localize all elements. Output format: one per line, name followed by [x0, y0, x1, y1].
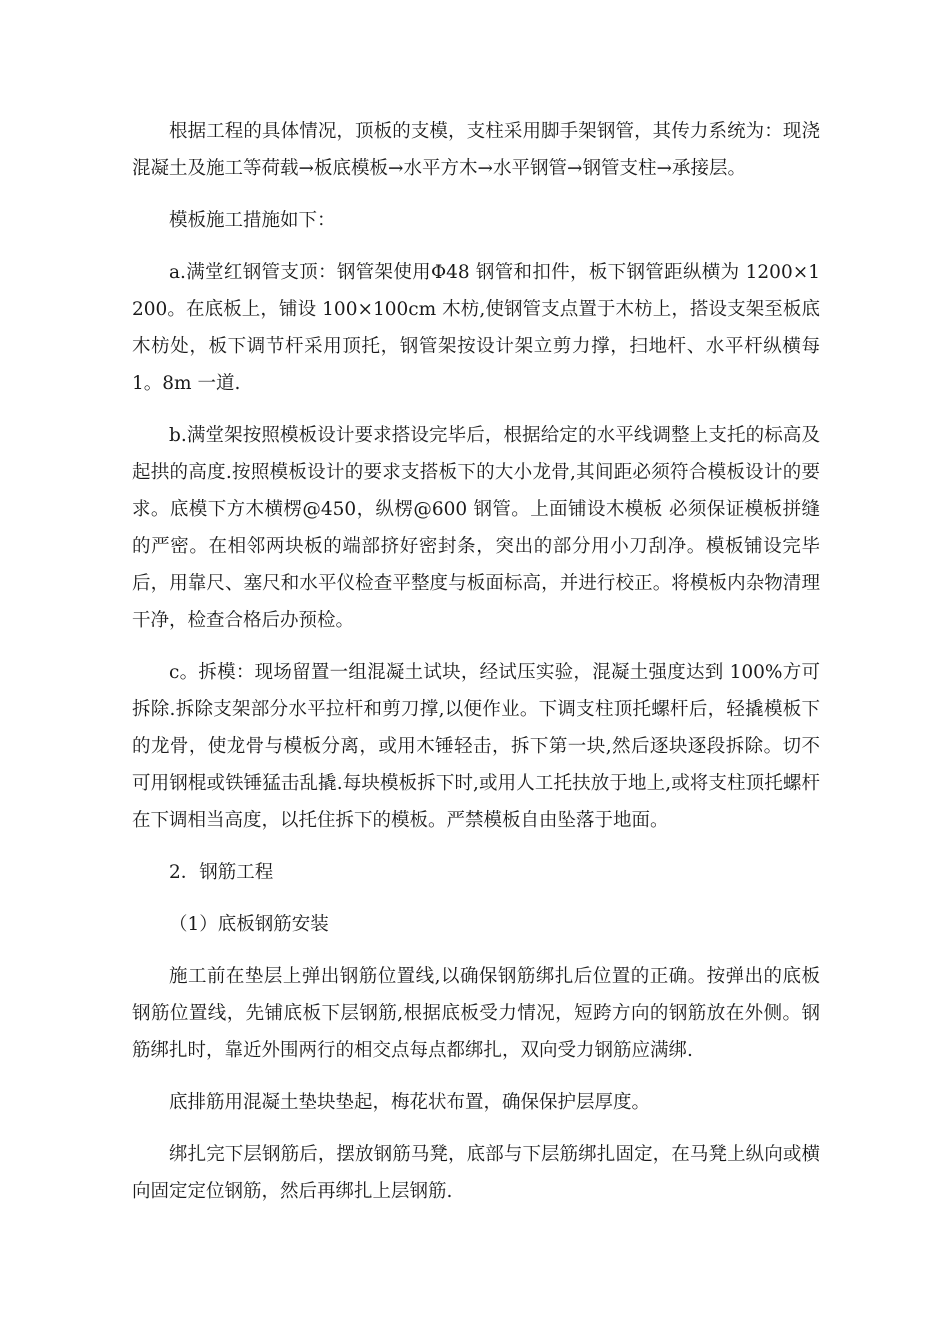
paragraph-item-b: b.满堂架按照模板设计要求搭设完毕后，根据给定的水平线调整上支托的标高及起拱的高度.按照模板设计的要求支搭板下的大小龙骨,其间距必须符合模板设计的要求。底模下方木横楞@450，纵楞@600 钢管。上面铺设木模板 必须保证模板拼缝的严密。在相邻两块板的端部挤好密封条，突出的部分用小刀刮净。模板铺设完毕后，用靠尺、塞尺和水平仪检查平整度与板面标高，并进行校正。将模板内杂物清理干净，检查合格后办预检。 — [132, 425, 820, 631]
section-heading-rebar: 2．钢筋工程 — [169, 862, 274, 883]
paragraph-upper-rebar: 绑扎完下层钢筋后，摆放钢筋马凳，底部与下层筋绑扎固定，在马凳上纵向或横向固定定位钢筋，然后再绑扎上层钢筋. — [132, 1144, 820, 1202]
paragraph-item-c: c。拆模：现场留置一组混凝土试块，经试压实验，混凝土强度达到 100%方可拆除.拆除支架部分水平拉杆和剪刀撑,以便作业。下调支柱顶托螺杆后，轻撬模板下的龙骨，使龙骨与模板分离，或用木锤轻击，拆下第一块,然后逐块逐段拆除。切不可用钢棍或铁锤猛击乱撬.每块模板拆下时,或用人工托扶放于地上,或将支柱顶托螺杆在下调相当高度，以托住拆下的模板。严禁模板自由坠落于地面。 — [132, 662, 820, 831]
subsection-heading-slab-rebar: （1）底板钢筋安装 — [169, 914, 329, 935]
document-body — [132, 113, 820, 1225]
paragraph-formwork-intro: 模板施工措施如下： — [169, 210, 336, 231]
paragraph-rebar-layout: 施工前在垫层上弹出钢筋位置线,以确保钢筋绑扎后位置的正确。按弹出的底板钢筋位置线，先铺底板下层钢筋,根据底板受力情况，短跨方向的钢筋放在外侧。钢筋绑扎时，靠近外围两行的相交点每点都绑扎，双向受力钢筋应满绑. — [132, 966, 820, 1061]
paragraph-item-a: a.满堂红钢管支顶：钢管架使用Φ48 钢管和扣件，板下钢管距纵横为 1200×1200。在底板上，铺设 100×100cm 木枋,使钢管支点置于木枋上，搭设支架至板底木枋处，板下调节杆采用顶托，钢管架按设计架立剪力撑，扫地杆、水平杆纵横每 1。8m 一道. — [132, 262, 820, 394]
paragraph-load-path: 根据工程的具体情况，顶板的支模，支柱采用脚手架钢管，其传力系统为：现浇混凝土及施工等荷载→板底模板→水平方木→水平钢管→钢管支柱→承接层。 — [132, 121, 820, 179]
paragraph-spacer-blocks: 底排筋用混凝土垫块垫起，梅花状布置，确保保护层厚度。 — [169, 1092, 651, 1113]
